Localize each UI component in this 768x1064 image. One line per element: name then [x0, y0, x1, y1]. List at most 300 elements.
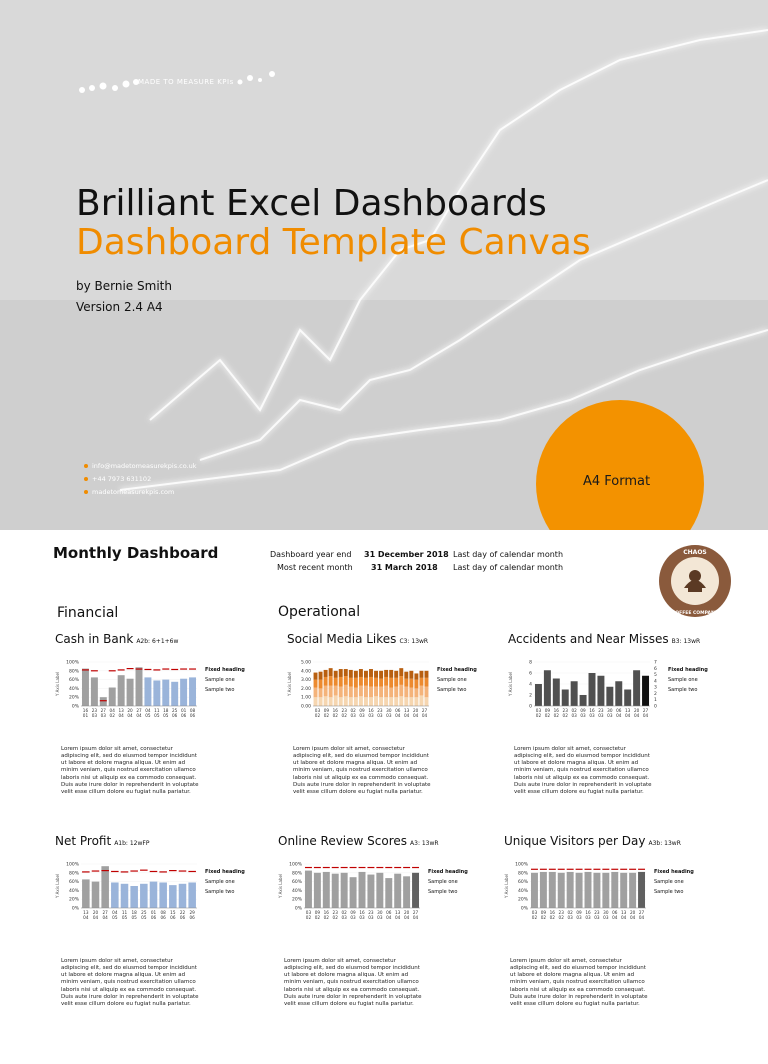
legend-entry: Sample two — [437, 687, 467, 693]
x-tick-label: 30 — [607, 708, 613, 713]
x-tick-label: 23 — [91, 708, 98, 713]
x-tick-label: 06 — [179, 915, 186, 920]
x-tick-label: 09 — [323, 708, 330, 713]
x-tick-label: 03 — [359, 915, 365, 920]
x-tick-label: 05 — [131, 915, 137, 920]
section-financial: Financial — [57, 605, 119, 621]
bar — [624, 690, 631, 707]
bar — [531, 873, 538, 908]
bar-segment — [404, 697, 408, 706]
panel-title-text: Unique Visitors per Day — [504, 834, 646, 848]
x-tick-label: 06 — [612, 910, 618, 915]
bar-segment — [359, 696, 363, 706]
x-tick-label: 13 — [404, 708, 410, 713]
bar — [101, 866, 109, 908]
y-tick-label: 0% — [71, 906, 79, 912]
bar-segment — [329, 668, 333, 676]
y2-tick-label: 5 — [654, 673, 657, 679]
x-tick-label: 03 — [100, 713, 106, 718]
legend-entry: Sample one — [437, 677, 467, 683]
chart-online-review — [278, 860, 518, 932]
y-tick-label: 5.00 — [300, 660, 311, 666]
y-tick-label: 2 — [529, 693, 532, 699]
x-tick-label: 04 — [616, 713, 622, 718]
bar — [305, 871, 312, 908]
bar-segment — [379, 679, 383, 687]
bar-segment — [329, 686, 333, 697]
bar — [558, 873, 565, 908]
bar-segment — [354, 688, 358, 698]
bar-segment — [409, 679, 413, 688]
x-tick-label: 02 — [332, 713, 338, 718]
bar — [615, 681, 622, 706]
bar — [540, 872, 547, 908]
bar-segment — [374, 678, 378, 687]
y-tick-label: 100% — [66, 862, 79, 868]
bullet-icon — [84, 464, 88, 468]
legend-entry: Sample two — [205, 687, 235, 693]
legend-entry: Fixed heading — [205, 667, 245, 673]
dashboard-title: Monthly Dashboard — [53, 544, 219, 562]
bar — [350, 877, 357, 908]
x-tick-label: 03 — [91, 713, 98, 718]
x-tick-label: 02 — [544, 713, 551, 718]
bar-segment — [324, 677, 328, 686]
cover-subtitle: Dashboard Template Canvas — [76, 222, 591, 263]
y-tick-label: 40% — [517, 888, 528, 894]
bar-segment — [384, 677, 388, 686]
chart-svg — [504, 860, 744, 932]
bar — [580, 695, 587, 706]
x-tick-label: 11 — [121, 910, 128, 915]
bar-segment — [394, 697, 398, 706]
contact-website[interactable] — [84, 488, 174, 496]
x-tick-label: 27 — [102, 910, 108, 915]
x-tick-label: 09 — [580, 708, 586, 713]
legend-entry: Fixed heading — [654, 869, 694, 875]
y-tick-label: 40% — [291, 888, 302, 894]
bar — [553, 679, 560, 707]
y2-tick-label: 1 — [654, 698, 657, 704]
x-tick-label: 20 — [403, 910, 410, 915]
bar-segment — [354, 678, 358, 688]
x-tick-label: 08 — [189, 708, 196, 713]
bar-segment — [344, 669, 348, 676]
bar-segment — [425, 687, 429, 698]
x-tick-label: 02 — [109, 713, 115, 718]
y-tick-label: 0.00 — [300, 704, 311, 710]
bar — [633, 670, 640, 706]
legend-entry: Sample one — [428, 879, 458, 885]
bar-segment — [334, 678, 338, 686]
x-tick-label: 25 — [141, 910, 147, 915]
y-tick-label: 100% — [289, 862, 302, 868]
x-tick-label: 03 — [377, 713, 383, 718]
x-tick-label: 03 — [368, 915, 374, 920]
bar-segment — [369, 677, 373, 687]
x-tick-label: 03 — [305, 910, 312, 915]
bar — [611, 872, 618, 908]
panel-title-text: Accidents and Near Misses — [508, 632, 669, 646]
bar-segment — [389, 678, 393, 688]
bar-segment — [414, 673, 418, 679]
x-tick-label: 20 — [92, 910, 99, 915]
x-tick-label: 04 — [102, 915, 108, 920]
legend-entry: Sample two — [654, 889, 684, 895]
x-tick-label: 23 — [594, 910, 600, 915]
legend-entry: Sample two — [668, 687, 698, 693]
bar — [412, 873, 419, 908]
bar — [535, 684, 542, 706]
bar — [638, 872, 645, 908]
x-tick-label: 27 — [642, 708, 649, 713]
bar-segment — [419, 686, 423, 696]
panel-code: A3: 13wR — [410, 840, 439, 847]
bar — [189, 677, 196, 706]
x-tick-label: 20 — [629, 910, 636, 915]
author-line: by Bernie Smith — [76, 279, 172, 293]
legend-entry: Sample one — [205, 879, 235, 885]
bar-segment — [364, 686, 368, 697]
panel-description: Lorem ipsum dolor sit amet, consectetur adipiscing elit, sed do eiusmod tempor incididunt ut labore et dolore magna aliqua. Ut enim ad minim veniam, quis nostrud exercitation ullamco laboris nisi ut aliquip ex ea commodo consequat. Duis aute irure dolor in reprehenderit in voluptate velit esse cillum dolore eu fugiat nulla pariatur. — [510, 958, 648, 1007]
bar-segment — [314, 697, 318, 706]
x-tick-label: 02 — [350, 708, 356, 713]
x-tick-label: 27 — [100, 708, 106, 713]
y-tick-label: 100% — [515, 862, 528, 868]
y-tick-label: 0% — [294, 906, 302, 912]
panel-title — [508, 632, 700, 646]
x-tick-label: 02 — [332, 915, 338, 920]
bar — [376, 873, 383, 908]
panel-title-text: Net Profit — [55, 834, 112, 848]
bar-segment — [394, 687, 398, 698]
x-tick-label: 06 — [616, 708, 622, 713]
legend-entry: Sample one — [654, 879, 684, 885]
x-tick-label: 04 — [638, 915, 645, 920]
y2-tick-label: 6 — [654, 666, 657, 672]
bar-segment — [344, 685, 348, 696]
x-tick-label: 13 — [83, 910, 89, 915]
panel-social-media-likes — [287, 632, 527, 862]
bar — [332, 874, 339, 908]
x-tick-label: 04 — [629, 915, 636, 920]
bar-segment — [359, 677, 363, 686]
bar — [136, 667, 143, 706]
x-tick-label: 27 — [412, 910, 419, 915]
y-tick-label: 0% — [520, 906, 528, 912]
bar-segment — [409, 697, 413, 706]
bar-segment — [314, 680, 318, 688]
bar — [385, 878, 392, 908]
panel-title — [504, 834, 681, 848]
contact-phone[interactable] — [84, 475, 151, 483]
y-tick-label: 40% — [68, 686, 79, 692]
y-tick-label: 100% — [66, 660, 79, 666]
bar-segment — [394, 671, 398, 678]
panel-code: A2b: 6+1+6w — [136, 638, 179, 645]
x-tick-label: 16 — [359, 910, 365, 915]
x-tick-label: 05 — [154, 713, 160, 718]
x-tick-label: 02 — [553, 713, 559, 718]
x-tick-label: 06 — [386, 910, 392, 915]
x-tick-label: 09 — [350, 910, 356, 915]
y-axis-title: Y Axis Label — [55, 873, 60, 899]
x-tick-label: 03 — [314, 708, 321, 713]
bar-segment — [419, 671, 423, 678]
x-tick-label: 02 — [549, 915, 555, 920]
x-tick-label: 18 — [163, 708, 169, 713]
panel-title — [287, 632, 428, 646]
y2-tick-label: 3 — [654, 685, 657, 691]
bar — [576, 873, 583, 908]
legend-entry: Sample two — [205, 889, 235, 895]
x-tick-label: 05 — [121, 915, 128, 920]
y-tick-label: 20% — [517, 897, 528, 903]
x-tick-label: 02 — [535, 713, 542, 718]
panel-description: Lorem ipsum dolor sit amet, consectetur adipiscing elit, sed do eiusmod tempor incididunt ut labore et dolore magna aliqua. Ut enim ad minim veniam, quis nostrud exercitation ullamco laboris nisi ut aliquip ex ea commodo consequat. Duis aute irure dolor in reprehenderit in voluptate velit esse cillum dolore eu fugiat nulla pariatur. — [61, 746, 199, 795]
y-tick-label: 8 — [529, 660, 532, 666]
x-tick-label: 04 — [386, 915, 392, 920]
y-tick-label: 4 — [529, 682, 532, 688]
bar-segment — [324, 686, 328, 697]
y-tick-label: 20% — [68, 695, 79, 701]
x-tick-label: 30 — [377, 910, 383, 915]
y-axis-title: Y Axis Label — [287, 671, 292, 697]
panel-title — [278, 834, 439, 848]
bar-segment — [404, 687, 408, 698]
x-tick-label: 06 — [172, 713, 178, 718]
x-tick-label: 04 — [621, 915, 627, 920]
bar-segment — [379, 671, 383, 679]
bar — [140, 884, 148, 908]
bar — [144, 677, 151, 706]
y2-tick-label: 7 — [654, 660, 657, 666]
x-tick-label: 04 — [145, 708, 151, 713]
y-tick-label: 60% — [68, 880, 79, 886]
bar-segment — [364, 678, 368, 686]
bar-segment — [379, 687, 383, 698]
x-tick-label: 04 — [625, 713, 631, 718]
x-tick-label: 02 — [567, 910, 573, 915]
x-tick-label: 03 — [585, 915, 591, 920]
x-tick-label: 03 — [607, 713, 613, 718]
y-tick-label: 40% — [68, 888, 79, 894]
bar-segment — [419, 695, 423, 706]
bar — [127, 679, 134, 706]
chart-svg — [278, 860, 518, 932]
y-tick-label: 60% — [517, 880, 528, 886]
x-tick-label: 06 — [170, 915, 176, 920]
bar — [549, 872, 556, 908]
x-tick-label: 23 — [368, 910, 374, 915]
x-tick-label: 06 — [160, 915, 166, 920]
x-tick-label: 03 — [377, 915, 383, 920]
x-tick-label: 02 — [314, 915, 321, 920]
x-tick-label: 23 — [562, 708, 568, 713]
bar — [100, 697, 107, 706]
x-tick-label: 04 — [412, 915, 419, 920]
x-tick-label: 16 — [368, 708, 374, 713]
bar-segment — [369, 687, 373, 698]
bar — [82, 879, 90, 908]
x-tick-label: 04 — [395, 915, 401, 920]
badge-top-text: CHAOS — [683, 549, 707, 556]
x-tick-label: 25 — [172, 708, 178, 713]
dashboard-page — [0, 530, 768, 1024]
bar-segment — [425, 671, 429, 678]
contact-email-text: info@madetomeasurekpis.co.uk — [92, 462, 197, 470]
bar — [403, 876, 410, 908]
x-tick-label: 04 — [118, 713, 124, 718]
y-tick-label: 0 — [529, 704, 532, 710]
x-tick-label: 04 — [412, 713, 419, 718]
x-tick-label: 09 — [544, 708, 551, 713]
x-tick-label: 03 — [571, 713, 577, 718]
x-tick-label: 02 — [562, 713, 568, 718]
x-tick-label: 06 — [395, 708, 401, 713]
bar — [620, 873, 627, 908]
x-tick-label: 20 — [127, 708, 133, 713]
y-axis-title: Y Axis Label — [55, 671, 60, 697]
x-tick-label: 18 — [131, 910, 137, 915]
x-tick-label: 09 — [540, 910, 547, 915]
x-tick-label: 03 — [341, 915, 347, 920]
bar — [121, 884, 129, 908]
bar-segment — [414, 680, 418, 689]
x-tick-label: 02 — [323, 713, 330, 718]
x-tick-label: 03 — [368, 713, 374, 718]
x-tick-label: 23 — [558, 910, 564, 915]
x-tick-label: 03 — [535, 708, 542, 713]
x-tick-label: 01 — [150, 910, 157, 915]
bar-segment — [349, 687, 353, 698]
x-tick-label: 04 — [633, 713, 640, 718]
x-tick-label: 20 — [412, 708, 419, 713]
legend-entry: Sample one — [205, 677, 235, 683]
bar-segment — [349, 697, 353, 706]
meta-note-recent-month: Last day of calendar month — [453, 563, 564, 572]
x-tick-label: 09 — [576, 910, 582, 915]
panel-title-text: Cash in Bank — [55, 632, 134, 646]
cover-title: Brilliant Excel Dashboards — [76, 183, 547, 224]
x-tick-label: 22 — [179, 910, 186, 915]
bar-segment — [339, 687, 343, 698]
bar-segment — [359, 669, 363, 677]
x-tick-label: 04 — [127, 713, 133, 718]
bar-segment — [409, 688, 413, 698]
bar — [179, 884, 187, 908]
bar-segment — [334, 686, 338, 696]
bar-segment — [354, 697, 358, 706]
version-line: Version 2.4 A4 — [76, 300, 163, 314]
bar-segment — [339, 677, 343, 687]
x-tick-label: 03 — [350, 915, 356, 920]
x-tick-label: 02 — [571, 708, 577, 713]
x-tick-label: 02 — [323, 915, 329, 920]
x-tick-label: 03 — [350, 713, 356, 718]
bar-segment — [389, 688, 393, 698]
panel-accidents — [508, 632, 748, 862]
y-tick-label: 20% — [291, 897, 302, 903]
bar-segment — [354, 671, 358, 678]
panel-title-text: Online Review Scores — [278, 834, 408, 848]
x-tick-label: 23 — [332, 910, 338, 915]
y-tick-label: 60% — [68, 678, 79, 684]
chart-svg — [508, 658, 748, 730]
bar-segment — [409, 671, 413, 679]
panel-description: Lorem ipsum dolor sit amet, consectetur adipiscing elit, sed do eiusmod tempor incididunt ut labore et dolore magna aliqua. Ut enim ad minim veniam, quis nostrud exercitation ullamco laboris nisi ut aliquip ex ea commodo consequat. Duis aute irure dolor in reprehenderit in voluptate velit esse cillum dolore eu fugiat nulla pariatur. — [293, 746, 431, 795]
bar — [153, 680, 160, 706]
x-tick-label: 01 — [180, 708, 187, 713]
bar-segment — [389, 670, 393, 678]
x-tick-label: 03 — [359, 713, 365, 718]
bar-segment — [399, 676, 403, 685]
bar-segment — [324, 696, 328, 706]
y-tick-label: 2.00 — [300, 686, 311, 692]
bar — [544, 670, 551, 706]
bar-segment — [349, 670, 353, 678]
bar-segment — [344, 696, 348, 706]
x-tick-label: 23 — [598, 708, 604, 713]
y-tick-label: 20% — [68, 897, 79, 903]
contact-email[interactable] — [84, 462, 197, 470]
x-tick-label: 03 — [531, 910, 538, 915]
x-tick-label: 13 — [118, 708, 124, 713]
x-tick-label: 02 — [531, 915, 538, 920]
bullet-icon — [84, 490, 88, 494]
bar — [589, 673, 596, 706]
x-tick-label: 03 — [576, 915, 582, 920]
x-tick-label: 03 — [603, 915, 609, 920]
y2-tick-label: 2 — [654, 691, 657, 697]
y-tick-label: 60% — [291, 880, 302, 886]
bar-segment — [319, 680, 323, 689]
bar — [642, 676, 649, 706]
chart-social-media-likes — [287, 658, 527, 730]
legend-entry: Fixed heading — [437, 667, 477, 673]
bar-segment — [374, 696, 378, 706]
x-tick-label: 04 — [642, 713, 649, 718]
bar-segment — [369, 697, 373, 706]
y-tick-label: 4.00 — [300, 669, 311, 675]
bar — [323, 872, 330, 908]
chart-svg — [287, 658, 527, 730]
x-tick-label: 04 — [136, 713, 142, 718]
panel-code: A3b: 13wR — [648, 840, 681, 847]
bar-segment — [374, 687, 378, 697]
x-tick-label: 02 — [558, 915, 564, 920]
panel-title — [55, 632, 178, 646]
x-tick-label: 03 — [594, 915, 600, 920]
bar-segment — [419, 678, 423, 686]
y-axis-title: Y Axis Label — [278, 873, 283, 899]
bar — [571, 681, 578, 706]
bar — [162, 680, 169, 706]
bar — [597, 676, 604, 706]
meta-label-year-end: Dashboard year end — [270, 550, 352, 559]
chart-net-profit — [55, 860, 295, 932]
bar — [91, 677, 98, 706]
chart-svg — [55, 658, 295, 730]
x-tick-label: 03 — [580, 713, 586, 718]
bar-segment — [379, 697, 383, 706]
x-tick-label: 16 — [589, 708, 595, 713]
x-tick-label: 29 — [189, 910, 195, 915]
panel-online-review — [278, 834, 518, 1064]
bar-segment — [384, 670, 388, 677]
bar-segment — [319, 672, 323, 680]
x-tick-label: 13 — [395, 910, 401, 915]
